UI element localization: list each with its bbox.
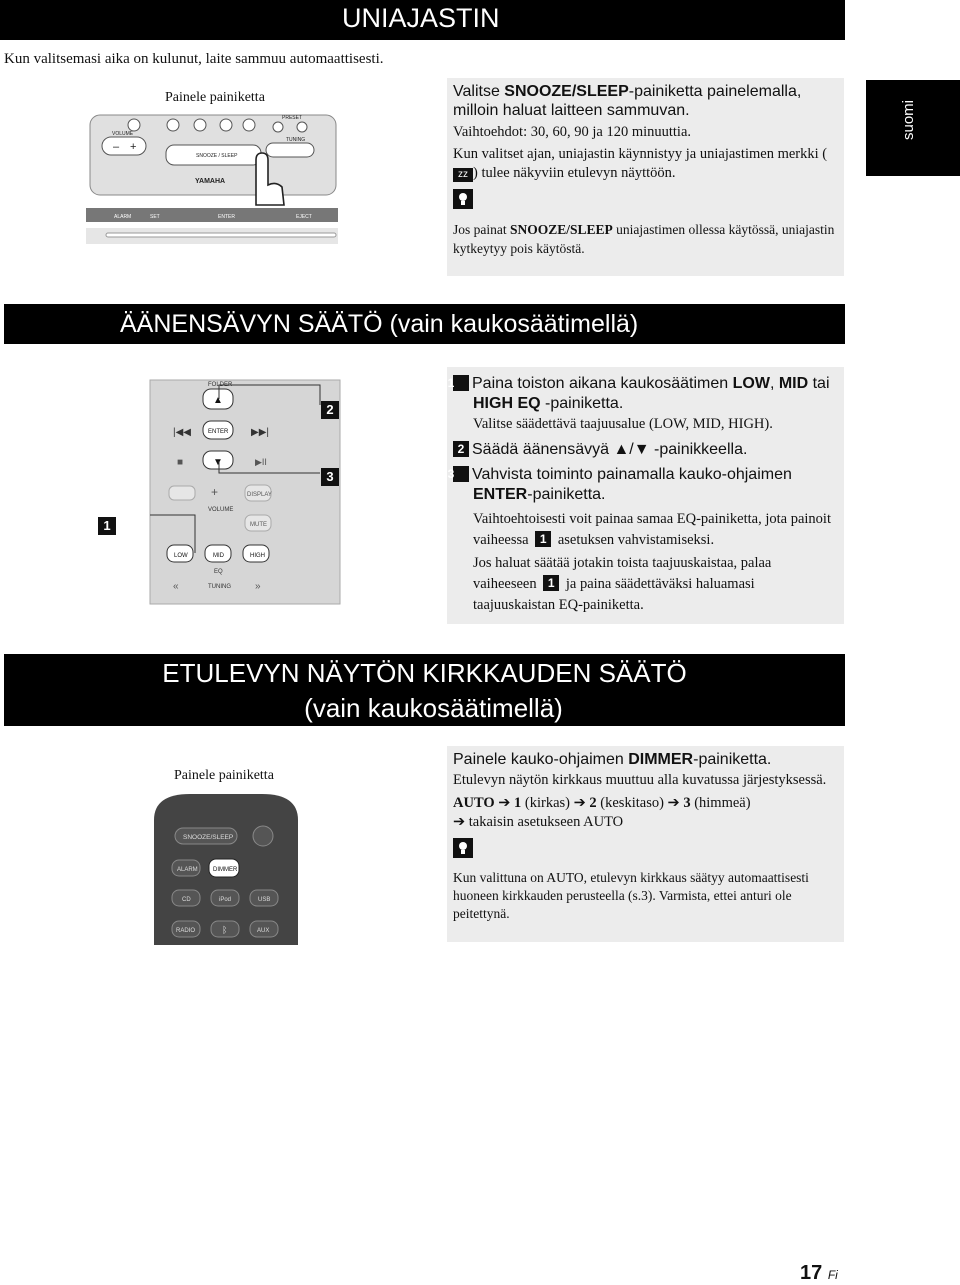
remote-aux-label: AUX bbox=[257, 928, 270, 934]
eq-step-3-pre: Vahvista toiminto painamalla kauko-ohjaimen bbox=[472, 466, 792, 483]
tuning-down-icon: « bbox=[173, 581, 179, 592]
seq-1-label: (kirkas) bbox=[521, 795, 574, 811]
step-number-3: 3 bbox=[453, 466, 469, 482]
section-title-bar bbox=[4, 654, 845, 726]
dimmer-instruction-panel bbox=[447, 746, 844, 942]
remote-usb-label: USB bbox=[258, 897, 271, 903]
seq-auto: AUTO bbox=[453, 795, 495, 811]
eq-step-3-post: -painiketta. bbox=[527, 486, 606, 503]
dimmer-step-pre: Painele kauko-ohjaimen bbox=[453, 751, 629, 768]
eq-step-2 bbox=[453, 441, 838, 459]
remote-low-label: LOW bbox=[174, 553, 188, 559]
seq-3: 3 bbox=[683, 795, 691, 811]
stop-icon bbox=[167, 119, 179, 131]
device-brand: YAMAHA bbox=[195, 178, 226, 185]
remote-enter-label: ENTER bbox=[208, 429, 229, 435]
tip-text-post: uniajastimen ollessa käytössä, uniajastin kytkeytyy pois käytöstä. bbox=[453, 222, 835, 256]
step-text-bold: SNOOZE/SLEEP bbox=[504, 83, 629, 100]
page-number-value: 17 bbox=[800, 1262, 823, 1284]
section-title-bar bbox=[0, 0, 845, 40]
figure-caption: Painele painiketta bbox=[165, 90, 265, 105]
eq-step-3-note-a bbox=[453, 509, 838, 551]
step-text-pre: Valitse bbox=[453, 83, 505, 100]
remote-mid-label: MID bbox=[213, 553, 224, 559]
up-down-arrows-icon: ▲/▼ bbox=[613, 441, 650, 458]
section-title-line-2: (vain kaukosäätimellä) bbox=[304, 693, 563, 723]
remote-cd-label: CD bbox=[182, 897, 191, 903]
section-title-bar bbox=[4, 304, 845, 344]
dimmer-step-post: -painiketta. bbox=[693, 751, 772, 768]
stop-icon: ■ bbox=[177, 457, 184, 468]
remote-radio-label: RADIO bbox=[176, 928, 196, 934]
tip-bulb-icon bbox=[453, 189, 473, 209]
eq-step-1 bbox=[447, 374, 838, 414]
eq-step-1-post: -painiketta. bbox=[540, 395, 624, 412]
seq-2-label: (keskitaso) bbox=[596, 795, 668, 811]
device-preset-label: PRESET bbox=[282, 115, 303, 121]
device-illustration bbox=[86, 105, 338, 250]
remote-display-label: DISPLAY bbox=[247, 492, 272, 498]
eq-step-1-pre: Paina toiston aikana kaukosäätimen bbox=[472, 375, 733, 392]
step-instruction bbox=[453, 82, 838, 120]
remote-eq-label: EQ bbox=[214, 569, 223, 575]
step-number-2: 2 bbox=[453, 441, 469, 457]
volume-plus-icon: + bbox=[211, 485, 219, 499]
preset-down-icon bbox=[273, 122, 283, 132]
dimmer-tip: Kun valittuna on AUTO, etulevyn kirkkaus säätyy automaattisesti huoneen kirkkauden perusteella (s.3). Varmista, ettei anturi ole peitettynä. bbox=[453, 870, 809, 921]
step-ref-1: 1 bbox=[543, 575, 559, 591]
callout-marker-1: 1 bbox=[98, 517, 116, 535]
note-b-post: ja paina säädettäväksi haluamasi taajuuskaistan EQ-painiketta. bbox=[473, 576, 755, 613]
seq-3-label: (himmeä) bbox=[690, 795, 751, 811]
preset-up-icon bbox=[297, 122, 307, 132]
dimmer-desc: Etulevyn näytön kirkkaus muuttuu alla kuvatussa järjestyksessä. bbox=[453, 772, 827, 788]
remote-snooze-label: SNOOZE/SLEEP bbox=[183, 834, 234, 841]
device-eject-label: EJECT bbox=[296, 214, 312, 220]
callout-marker-2: 2 bbox=[321, 401, 339, 419]
up-arrow-icon: ▲ bbox=[213, 395, 223, 406]
bluetooth-icon: ᛒ bbox=[222, 925, 228, 935]
note-a-pre: Vaihtoehtoisesti voit painaa samaa EQ-painiketta, jota painoit vaiheessa bbox=[473, 511, 831, 548]
eq-step-1-high: HIGH EQ bbox=[473, 395, 541, 412]
callout-marker-3: 3 bbox=[321, 468, 339, 486]
eq-step-2-pre: Säädä äänensävyä bbox=[472, 441, 614, 458]
device-snooze-label: SNOOZE / SLEEP bbox=[196, 153, 238, 159]
device-enter-label: ENTER bbox=[218, 214, 235, 220]
tip-text-bold: SNOOZE/SLEEP bbox=[510, 222, 613, 237]
remote-alarm-label: ALARM bbox=[177, 867, 198, 873]
eq-remote-illustration bbox=[95, 375, 345, 605]
step-text-post: -painiketta painelemalla, milloin haluat laitteen sammuvan. bbox=[453, 83, 802, 119]
skip-forward-icon bbox=[243, 119, 255, 131]
skip-back-icon bbox=[220, 119, 232, 131]
eq-step-3 bbox=[447, 465, 838, 505]
page-language: Fi bbox=[827, 1268, 838, 1282]
device-tuning-label: TUNING bbox=[286, 137, 306, 143]
eq-step-2-post: -painikkeella. bbox=[649, 441, 748, 458]
arrow-right-icon: ➔ bbox=[667, 795, 680, 811]
page-number bbox=[800, 1262, 838, 1285]
remote-folder-label: FOLDER bbox=[208, 382, 233, 388]
eq-step-1-mid: MID bbox=[778, 375, 809, 392]
seq-back: takaisin asetukseen AUTO bbox=[465, 814, 624, 830]
skip-back-icon: |◀◀ bbox=[173, 427, 191, 438]
remote-high-label: HIGH bbox=[250, 553, 265, 559]
volume-plus: + bbox=[130, 141, 137, 153]
note-b-pre: Jos haluat säätää jotakin toista taajuuskaistaa, palaa vaiheeseen bbox=[473, 555, 772, 592]
remote-ipod-label: iPod bbox=[219, 897, 232, 903]
remote-volume-label: VOLUME bbox=[208, 507, 234, 513]
note-a-post: asetuksen vahvistamiseksi. bbox=[554, 532, 715, 548]
dimmer-remote-illustration bbox=[150, 790, 302, 945]
device-volume-label: VOLUME bbox=[112, 131, 134, 137]
eq-step-3-note-b bbox=[453, 553, 838, 616]
step-ref-1: 1 bbox=[535, 531, 551, 547]
eq-instruction-panel bbox=[447, 367, 844, 624]
tip-text bbox=[453, 220, 838, 258]
section-title-line-1: ETULEVYN NÄYTÖN KIRKKAUDEN SÄÄTÖ bbox=[162, 658, 687, 688]
volume-minus: – bbox=[113, 141, 120, 153]
play-pause-icon bbox=[194, 119, 206, 131]
repeat-button bbox=[169, 486, 195, 500]
dimmer-step-bold: DIMMER bbox=[628, 751, 694, 768]
power-icon bbox=[253, 826, 273, 846]
section-title: ÄÄNENSÄVYN SÄÄTÖ (vain kaukosäätimellä) bbox=[120, 310, 639, 338]
arrow-right-icon: ➔ bbox=[498, 795, 511, 811]
section-title: UNIAJASTIN bbox=[342, 3, 500, 33]
intro-text: Kun valitsemasi aika on kulunut, laite sammuu automaattisesti. bbox=[4, 51, 384, 67]
tip-text-pre: Jos painat bbox=[453, 222, 510, 237]
step-number-1: 1 bbox=[453, 375, 469, 391]
arrow-right-icon: ➔ bbox=[573, 795, 586, 811]
after-text-post: ) tulee näkyviin etulevyn näyttöön. bbox=[473, 165, 676, 181]
down-arrow-icon: ▼ bbox=[213, 457, 223, 468]
options-text: Vaihtoehdot: 30, 60, 90 ja 120 minuuttia. bbox=[453, 124, 692, 140]
device-alarm-label: ALARM bbox=[114, 214, 132, 220]
seq-1: 1 bbox=[514, 795, 522, 811]
sleep-z-icon: zz bbox=[453, 168, 473, 182]
language-tab-label: suomi bbox=[900, 99, 917, 140]
remote-tuning-label: TUNING bbox=[208, 584, 231, 590]
skip-forward-icon: ▶▶| bbox=[251, 427, 269, 438]
device-set-label: SET bbox=[150, 214, 160, 220]
after-text bbox=[453, 145, 838, 183]
eq-step-3-bold: ENTER bbox=[473, 486, 528, 503]
eq-step-1-low: LOW bbox=[732, 375, 770, 392]
tuning-button bbox=[266, 143, 314, 157]
after-text-pre: Kun valitset ajan, uniajastin käynnistyy ja uniajastimen merkki ( bbox=[453, 146, 828, 162]
remote-dimmer-label: DIMMER bbox=[213, 867, 238, 873]
remote-mute-label: MUTE bbox=[250, 522, 267, 528]
arrow-right-icon: ➔ bbox=[453, 814, 466, 830]
eq-step-1-note: Valitse säädettävä taajuusalue (LOW, MID, HIGH). bbox=[473, 416, 773, 432]
seq-2: 2 bbox=[589, 795, 597, 811]
instruction-panel bbox=[447, 78, 844, 276]
tuning-up-icon: » bbox=[255, 581, 261, 592]
dimmer-step bbox=[453, 751, 838, 769]
brightness-sequence bbox=[453, 794, 838, 832]
play-pause-icon: ▶II bbox=[255, 457, 267, 467]
eq-step-1-sep2: tai bbox=[808, 375, 830, 392]
power-icon bbox=[128, 119, 140, 131]
figure-caption: Painele painiketta bbox=[174, 768, 274, 783]
tip-bulb-icon bbox=[453, 838, 473, 858]
eq-step-1-sep1: , bbox=[769, 375, 779, 392]
language-tab bbox=[866, 80, 960, 176]
